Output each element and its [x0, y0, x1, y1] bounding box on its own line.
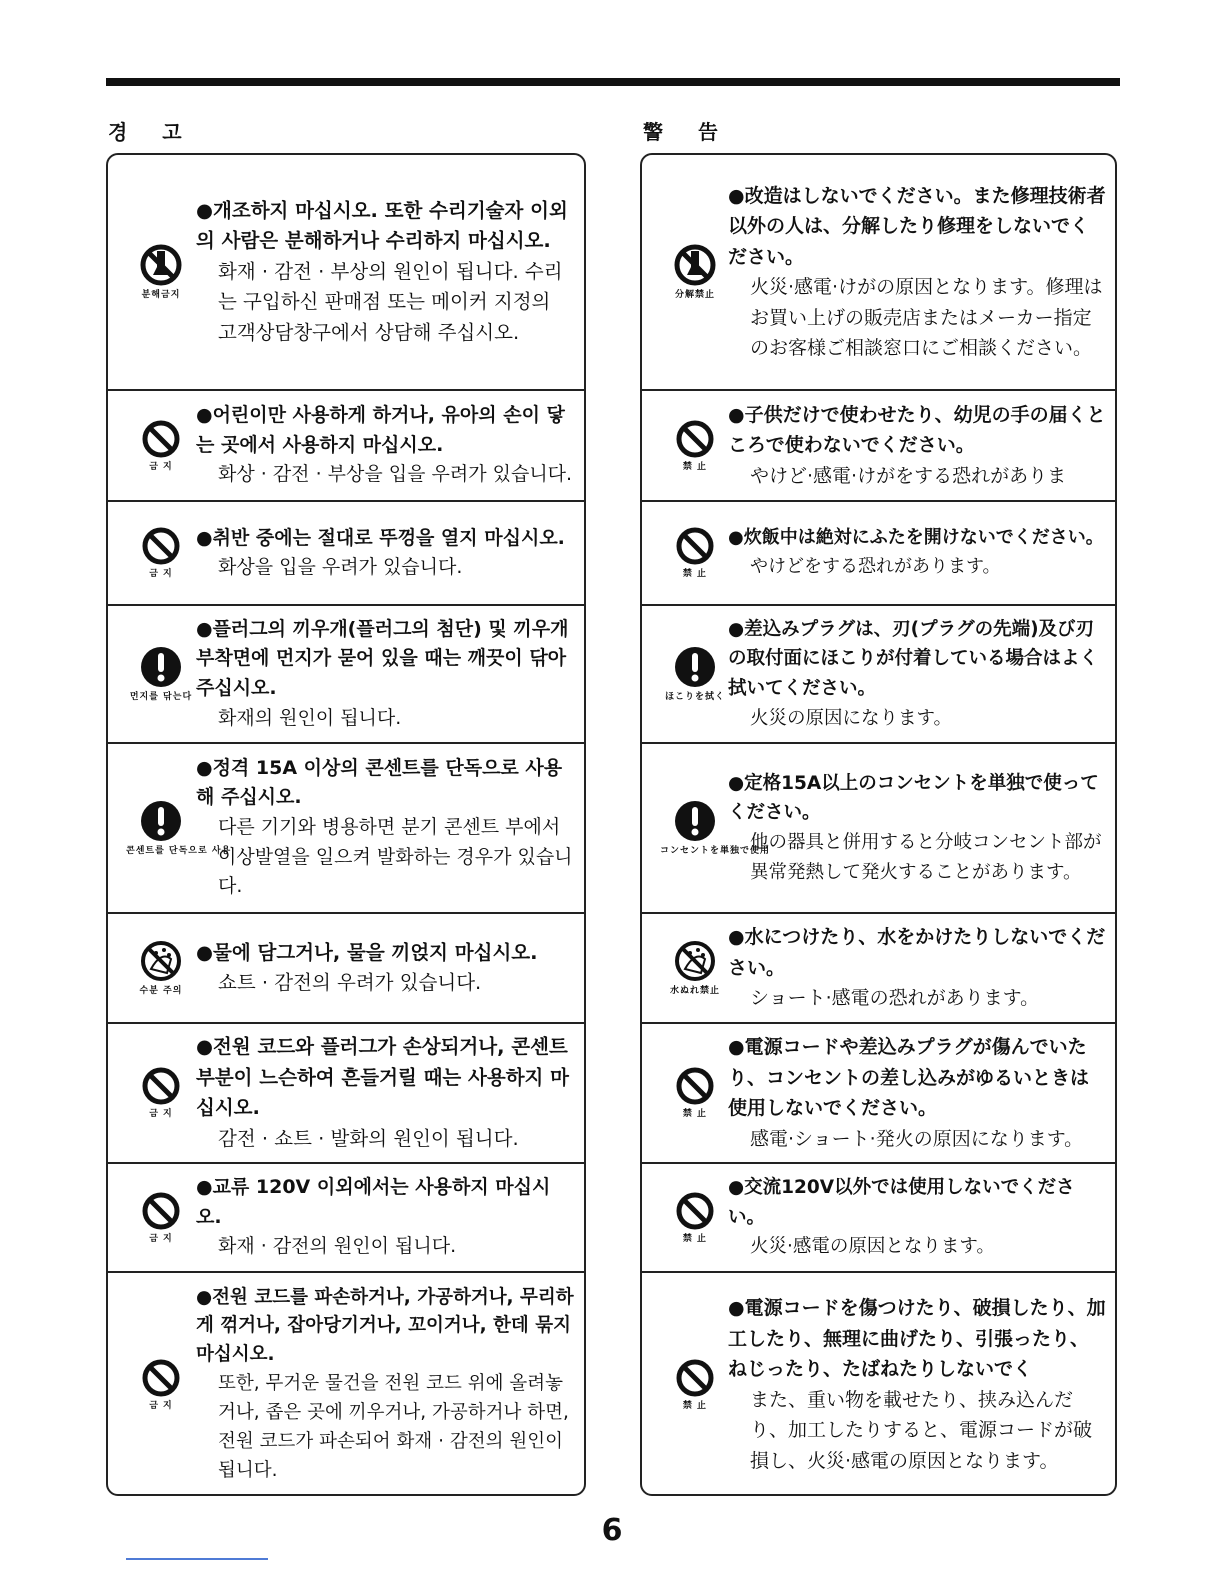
icon-caption: 금 지: [149, 461, 173, 472]
warning-body: 쇼트 · 감전의 우려가 있습니다.: [218, 971, 482, 994]
water-caution-icon: [660, 939, 730, 997]
warning-body: 感電·ショート·発火の原因になります。: [750, 1127, 1084, 1150]
warning-row: [108, 744, 584, 914]
icon-caption: 콘센트를 단독으로 사용: [126, 846, 232, 856]
mandatory-action-icon: [126, 645, 196, 703]
warning-heading: ●炊飯中は絶対にふたを開けないでください。: [728, 527, 1104, 548]
icon-caption: 금 지: [149, 1109, 173, 1119]
prohibition-icon: [126, 1358, 196, 1412]
warning-heading: ●交流120V以外では使用しないでください。: [728, 1177, 1075, 1228]
warning-body: 火災·感電の原因となります。: [750, 1236, 995, 1258]
prohibition-icon: [660, 526, 730, 580]
warning-text: [196, 1032, 574, 1154]
warning-row: [642, 606, 1115, 744]
warning-heading: ●정격 15A 이상의 콘센트를 단독으로 사용해 주십시오.: [196, 756, 563, 809]
warning-body: 화상을 입을 우려가 있습니다.: [218, 556, 463, 579]
prohibition-icon: [126, 1191, 196, 1245]
prohibition-icon: [660, 419, 730, 473]
warning-text: [196, 524, 574, 583]
prohibition-icon: [660, 1191, 730, 1245]
warning-row: [108, 1164, 584, 1273]
prohibition-icon: [126, 419, 196, 473]
warning-row: [108, 391, 584, 502]
warning-body: やけどをする恐れがあります。: [750, 555, 1001, 577]
warning-body: 또한, 무거운 물건을 전원 코드 위에 올려놓거나, 좁은 곳에 끼우거나, 가공하거나 하면, 전원 코드가 파손되어 화재 · 감전의 원인이 됩니다.: [218, 1373, 569, 1481]
top-rule: [106, 78, 1120, 86]
icon-caption: 금 지: [149, 1400, 173, 1411]
warning-text: [728, 1032, 1107, 1154]
icon-caption: 수분 주의: [139, 986, 183, 996]
icon-caption: 禁 止: [682, 1400, 708, 1411]
warning-text: [728, 615, 1107, 734]
warning-heading: ●電源コードを傷つけたり、破損したり、加工したり、無理に曲げたり、引張ったり、ねじったり、たばねたりしないでく: [728, 1297, 1106, 1380]
left-column-title: 경 고: [108, 120, 196, 144]
warning-heading: ●水につけたり、水をかけたりしないでください。: [728, 926, 1106, 979]
warning-text: [196, 196, 574, 349]
footer-rule: [126, 1558, 268, 1560]
right-column-title: 警 告: [643, 120, 732, 144]
warning-heading: ●子供だけで使わせたり、幼児の手の届くところで使わないでください。: [728, 403, 1106, 456]
korean-warning-panel: [106, 153, 586, 1496]
icon-caption: 금 지: [149, 1233, 173, 1244]
warning-text: [728, 1173, 1107, 1262]
icon-caption: 禁 止: [682, 569, 708, 579]
warning-heading: ●물에 담그거나, 물을 끼얹지 마십시오.: [196, 940, 538, 964]
warning-heading: ●전원 코드를 파손하거나, 가공하거나, 무리하게 꺾거나, 잡아당기거나, 꼬이거나, 한데 묶지 마십시오.: [196, 1286, 574, 1366]
warning-row: [108, 914, 584, 1024]
warning-body: やけど·感電·けがをする恐れがありま: [750, 464, 1067, 487]
warning-row: [642, 914, 1115, 1024]
water-caution-icon: [126, 939, 196, 997]
warning-text: [196, 938, 574, 999]
page-number: 6: [601, 1513, 623, 1548]
warning-row: [108, 1273, 584, 1496]
warning-text: [728, 524, 1107, 582]
warning-row: [108, 155, 584, 391]
warning-text: [196, 401, 574, 490]
warning-text: [196, 754, 574, 903]
warning-body: 감전 · 쇼트 · 발화의 원인이 됩니다.: [218, 1126, 519, 1150]
warning-body: 화상 · 감전 · 부상을 입을 우려가 있습니다.: [218, 463, 573, 486]
mandatory-action-icon: [660, 645, 730, 703]
warning-text: [728, 400, 1107, 492]
warning-row: [642, 1024, 1115, 1164]
warning-row: [642, 155, 1115, 391]
warning-text: [728, 769, 1107, 888]
warning-heading: ●전원 코드와 플러그가 손상되거나, 콘센트 부분이 느슨하여 흔들거릴 때는 사용하지 마십시오.: [196, 1035, 570, 1119]
icon-caption: 禁 止: [682, 461, 708, 472]
warning-text: [728, 922, 1107, 1014]
warning-heading: ●개조하지 마십시오. 또한 수리기술자 이외의 사람은 분해하거나 수리하지 마십시오.: [196, 198, 568, 252]
prohibition-icon: [660, 1358, 730, 1412]
warning-text: [728, 1293, 1107, 1476]
warning-heading: ●플러그의 끼우개(플러그의 첨단) 및 끼우개 부착면에 먼지가 묻어 있을 때는 깨끗이 닦아 주십시오.: [196, 617, 569, 699]
warning-body: 火災の原因になります。: [750, 707, 953, 729]
warning-body: 화재의 원인이 됩니다.: [218, 706, 402, 729]
warning-body: 火災·感電·けがの原因となります。修理はお買い上げの販売店またはメーカー指定のお客様ご相談窓口にご相談ください。: [750, 276, 1103, 359]
warning-row: [108, 606, 584, 744]
warning-body: 다른 기기와 병용하면 분기 콘센트 부에서 이상발열을 일으켜 발화하는 경우가 있습니다.: [218, 815, 573, 898]
icon-caption: コンセントを単独で使用: [660, 846, 771, 856]
icon-caption: 禁 止: [682, 1109, 708, 1119]
mandatory-action-icon: [660, 799, 771, 857]
warning-text: [196, 1173, 574, 1262]
warning-body: ショート·感電の恐れがあります。: [750, 987, 1040, 1009]
prohibition-icon: [660, 1066, 730, 1120]
warning-heading: ●改造はしないでください。また修理技術者以外の人は、分解したり修理をしないでください。: [728, 184, 1106, 268]
mandatory-action-icon: [126, 799, 232, 857]
icon-caption: 水ぬれ禁止: [669, 986, 720, 996]
icon-caption: 분해금지: [141, 290, 181, 300]
warning-text: [196, 1284, 574, 1486]
warning-row: [642, 1164, 1115, 1273]
warning-heading: ●電源コードや差込みプラグが傷んでいたり、コンセントの差し込みがゆるいときは使用しないでください。: [728, 1036, 1090, 1119]
icon-caption: 禁 止: [682, 1233, 708, 1244]
japanese-warning-panel: [640, 153, 1117, 1496]
icon-caption: 먼지를 닦는다: [129, 692, 193, 702]
warning-row: [642, 744, 1115, 914]
icon-caption: ほこりを拭く: [664, 692, 725, 702]
warning-heading: ●교류 120V 이외에서는 사용하지 마십시오.: [196, 1176, 551, 1228]
warning-row: [642, 1273, 1115, 1496]
warning-body: 화재 · 감전의 원인이 됩니다.: [218, 1235, 457, 1258]
warning-row: [108, 1024, 584, 1164]
icon-caption: 分解禁止: [674, 290, 715, 300]
warning-text: [196, 615, 574, 734]
warning-row: [642, 391, 1115, 502]
warning-heading: ●差込みプラグは、刃(プラグの先端)及び刃の取付面にほこりが付着している場合はよく拭いてください。: [728, 618, 1099, 699]
warning-heading: ●어린이만 사용하게 하거나, 유아의 손이 닿는 곳에서 사용하지 마십시오.: [196, 404, 565, 456]
warning-heading: ●定格15A以上のコンセントを単独で使ってください。: [728, 772, 1099, 824]
prohibition-icon: [126, 526, 196, 580]
warning-heading: ●취반 중에는 절대로 뚜껑을 열지 마십시오.: [196, 526, 565, 549]
icon-caption: 금 지: [149, 569, 173, 579]
warning-row: [642, 502, 1115, 606]
prohibition-icon: [126, 1066, 196, 1120]
warning-body: 화재 · 감전 · 부상의 원인이 됩니다. 수리는 구입하신 판매점 또는 메이커 지정의 고객상담창구에서 상담해 주십시오.: [218, 259, 563, 344]
warning-row: [108, 502, 584, 606]
warning-body: また、重い物を載せたり、挟み込んだり、加工したりすると、電源コードが破損し、火災·感電の原因となります。: [750, 1388, 1093, 1472]
warning-text: [728, 181, 1107, 364]
warning-body: 他の器具と併用すると分岐コンセント部が異常発熱して発火することがあります。: [750, 831, 1102, 883]
no-disassembly-icon: [660, 243, 730, 301]
no-disassembly-icon: [126, 243, 196, 301]
